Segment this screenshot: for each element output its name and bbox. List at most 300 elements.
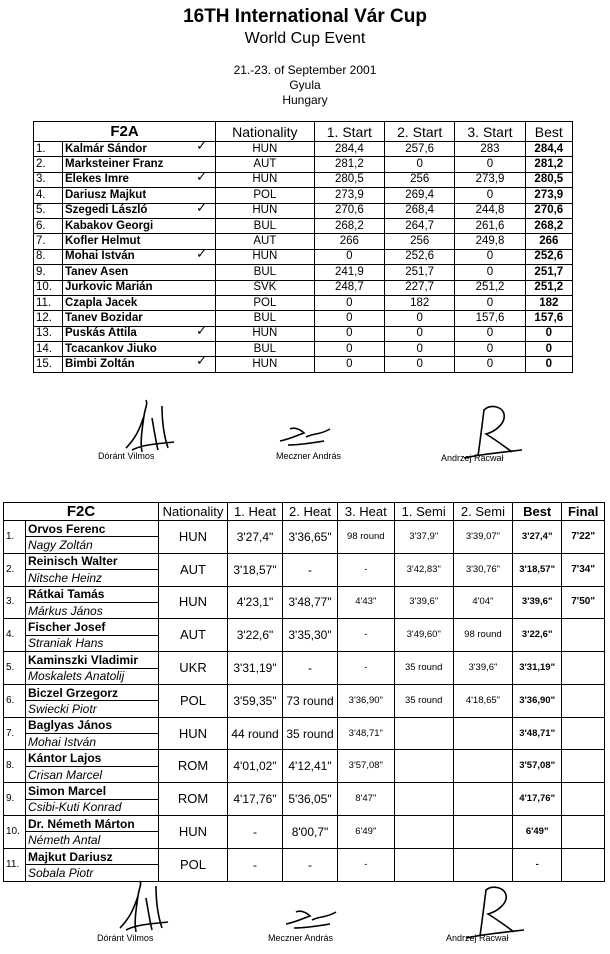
f2a-nationality: HUN <box>216 249 315 264</box>
f2a-competitor <box>63 234 216 249</box>
f2c-pilot: Kántor Lajos <box>26 750 159 766</box>
f2c-best: 4'17,76" <box>513 783 562 816</box>
f2c-semi1: 35 round <box>394 652 453 685</box>
f2a-start1: 0 <box>314 249 384 264</box>
f2c-pilot: Baglyas János <box>26 717 159 733</box>
f2a-start2: 182 <box>385 295 455 310</box>
f2c-heat1: 3'27,4" <box>228 521 283 554</box>
f2c-best: 3'39,6" <box>513 586 562 619</box>
f2a-nationality: POL <box>216 188 315 203</box>
check-mark-icon: ✓ <box>196 322 207 338</box>
f2c-heat1: 3'18,57" <box>228 553 283 586</box>
page-subtitle: World Cup Event <box>244 30 366 47</box>
f2a-best: 268,2 <box>525 218 572 233</box>
f2a-row <box>34 234 573 249</box>
signature-label-meczner-top: Meczner András <box>276 451 342 461</box>
f2c-helper: Sobala Piotr <box>26 865 159 881</box>
f2c-nationality: AUT <box>159 553 228 586</box>
f2a-best-header: Best <box>525 122 572 142</box>
f2c-final <box>562 783 605 816</box>
f2a-nationality: HUN <box>216 357 315 372</box>
f2c-heat3-header: 3. Heat <box>338 503 395 521</box>
f2c-nationality: AUT <box>159 619 228 652</box>
f2a-start2: 227,7 <box>385 280 455 295</box>
f2a-header-row <box>34 122 573 142</box>
f2a-nationality: HUN <box>216 203 315 218</box>
f2c-heat3: 3'48,71" <box>338 717 395 750</box>
f2a-competitor <box>63 157 216 172</box>
f2c-helper: Nitsche Heinz <box>26 570 159 586</box>
f2c-heat2: 4'12,41" <box>283 750 338 783</box>
f2c-header-row <box>4 503 605 521</box>
f2a-start3: 0 <box>455 265 525 280</box>
f2c-best: 3'57,08" <box>513 750 562 783</box>
f2c-pilot: Orvos Ferenc <box>26 521 159 537</box>
f2a-rank: 14. <box>34 342 63 357</box>
f2c-semi1: 3'37,9" <box>394 521 453 554</box>
f2c-heat3: 8'47" <box>338 783 395 816</box>
f2c-heat1: 3'31,19" <box>228 652 283 685</box>
f2c-best: 3'31,19" <box>513 652 562 685</box>
f2a-competitor-name: Tanev Asen <box>65 265 129 278</box>
f2a-rank: 3. <box>34 172 63 187</box>
f2c-semi1 <box>394 750 453 783</box>
f2a-best: 251,7 <box>525 265 572 280</box>
f2c-semi2 <box>453 717 512 750</box>
f2a-start3: 0 <box>455 249 525 264</box>
f2c-semi1 <box>394 783 453 816</box>
f2a-nationality: BUL <box>216 311 315 326</box>
f2a-best: 273,9 <box>525 188 572 203</box>
f2c-semi1 <box>394 816 453 849</box>
f2a-competitor-name: Czapla Jacek <box>65 296 138 309</box>
f2a-nationality: AUT <box>216 157 315 172</box>
f2a-row <box>34 280 573 295</box>
f2a-rank: 5. <box>34 203 63 218</box>
f2c-rank: 5. <box>4 652 26 685</box>
event-city: Gyula <box>289 78 321 92</box>
f2c-heat1: 4'23,1" <box>228 586 283 619</box>
signature-label-racwal-top: Andrzej Racwał <box>441 453 504 463</box>
f2a-row <box>34 142 573 157</box>
f2a-competitor-name: Bimbi Zoltán <box>65 358 135 371</box>
f2c-semi2: 3'39,07" <box>453 521 512 554</box>
f2c-heat1: - <box>228 816 283 849</box>
f2c-rank: 3. <box>4 586 26 619</box>
f2c-helper: Márkus János <box>26 602 159 618</box>
f2c-helper: Németh Antal <box>26 832 159 848</box>
f2a-nationality: SVK <box>216 280 315 295</box>
f2c-nationality: POL <box>159 848 228 881</box>
f2a-start2: 257,6 <box>385 142 455 157</box>
f2a-start1: 273,9 <box>314 188 384 203</box>
f2a-start3: 249,8 <box>455 234 525 249</box>
f2a-start2: 0 <box>385 357 455 372</box>
check-mark-icon: ✓ <box>196 138 207 153</box>
f2c-pilot: Biczel Grzegorz <box>26 684 159 700</box>
f2a-start3: 283 <box>455 142 525 157</box>
f2a-start3: 0 <box>455 157 525 172</box>
f2a-start2: 0 <box>385 311 455 326</box>
f2c-final <box>562 652 605 685</box>
f2a-nationality: HUN <box>216 172 315 187</box>
check-mark-icon: ✓ <box>196 168 207 184</box>
f2a-start3: 0 <box>455 357 525 372</box>
signature-label-dorant-top: Dóránt Vilmos <box>98 451 155 461</box>
f2c-helper: Csibi-Kuti Konrad <box>26 799 159 815</box>
f2c-semi2 <box>453 783 512 816</box>
f2a-rank: 13. <box>34 326 63 341</box>
f2c-final <box>562 619 605 652</box>
f2c-pilot: Rátkai Tamás <box>26 586 159 602</box>
f2a-rank: 11. <box>34 295 63 310</box>
f2c-final: 7'22" <box>562 521 605 554</box>
f2a-competitor-name: Mohai István <box>65 250 135 263</box>
f2c-semi2 <box>453 750 512 783</box>
f2a-start1: 281,2 <box>314 157 384 172</box>
f2a-start3: 0 <box>455 188 525 203</box>
f2a-start2: 256 <box>385 234 455 249</box>
f2c-rank: 1. <box>4 521 26 554</box>
f2c-heat1: 3'59,35" <box>228 684 283 717</box>
f2a-row <box>34 218 573 233</box>
f2c-semi2: 98 round <box>453 619 512 652</box>
f2c-heat1: 4'01,02" <box>228 750 283 783</box>
f2a-competitor <box>63 265 216 280</box>
f2a-rank: 12. <box>34 311 63 326</box>
f2a-competitor <box>63 322 216 341</box>
f2a-start3-header: 3. Start <box>455 122 525 142</box>
f2a-competitor <box>63 295 216 310</box>
f2c-best: 3'22,6" <box>513 619 562 652</box>
f2c-final <box>562 684 605 717</box>
f2a-start2: 0 <box>385 342 455 357</box>
signature-label-meczner-bottom: Meczner András <box>268 933 334 943</box>
f2a-start1: 284,4 <box>314 142 384 157</box>
f2c-heat2: - <box>283 652 338 685</box>
f2a-start3: 0 <box>455 295 525 310</box>
f2c-helper: Moskalets Anatolij <box>26 668 159 684</box>
f2c-semi1 <box>394 848 453 881</box>
f2a-row <box>34 203 573 218</box>
f2a-start2: 0 <box>385 157 455 172</box>
f2a-rank: 6. <box>34 218 63 233</box>
f2c-row <box>4 783 605 799</box>
f2a-results-table <box>33 121 573 373</box>
f2a-start2: 269,4 <box>385 188 455 203</box>
f2c-row <box>4 750 605 766</box>
f2c-semi1 <box>394 717 453 750</box>
f2a-rank: 8. <box>34 249 63 264</box>
f2a-start2: 252,6 <box>385 249 455 264</box>
f2c-nationality: ROM <box>159 750 228 783</box>
f2c-heat1-header: 1. Heat <box>228 503 283 521</box>
signature-racwal-bottom <box>458 884 528 940</box>
f2c-heat1: 4'17,76" <box>228 783 283 816</box>
signature-dorant-top <box>118 398 178 456</box>
f2c-nationality: HUN <box>159 717 228 750</box>
f2a-category-header: F2A <box>34 122 216 142</box>
f2a-start3: 261,6 <box>455 218 525 233</box>
f2c-helper: Swiecki Piotr <box>26 701 159 717</box>
f2a-row <box>34 157 573 172</box>
f2c-heat2: 35 round <box>283 717 338 750</box>
f2c-semi1: 3'49,60" <box>394 619 453 652</box>
f2a-start1: 0 <box>314 295 384 310</box>
f2c-row <box>4 521 605 537</box>
f2c-best: 6'49" <box>513 816 562 849</box>
f2a-rank: 15. <box>34 357 63 372</box>
f2c-best-header: Best <box>513 503 562 521</box>
f2c-helper: Nagy Zoltán <box>26 537 159 553</box>
f2c-row <box>4 619 605 635</box>
f2a-start1: 0 <box>314 342 384 357</box>
f2a-competitor <box>63 245 216 264</box>
f2c-heat2: 73 round <box>283 684 338 717</box>
f2a-competitor <box>63 138 216 157</box>
f2a-best: 157,6 <box>525 311 572 326</box>
f2a-best: 284,4 <box>525 142 572 157</box>
f2a-competitor-name: Kabakov Georgi <box>65 219 154 232</box>
f2a-start1: 241,9 <box>314 265 384 280</box>
f2c-heat3: - <box>338 652 395 685</box>
f2a-competitor-name: Tcacankov Jiuko <box>65 342 157 355</box>
f2a-start2: 256 <box>385 172 455 187</box>
f2a-start3: 157,6 <box>455 311 525 326</box>
f2c-semi1: 3'42,83" <box>394 553 453 586</box>
f2c-heat2: 3'48,77" <box>283 586 338 619</box>
f2a-start2: 264,7 <box>385 218 455 233</box>
f2a-competitor-name: Tanev Bozidar <box>65 311 143 324</box>
check-mark-icon: ✓ <box>196 245 207 261</box>
f2a-competitor-name: Marksteiner Franz <box>65 158 164 171</box>
f2a-best: 281,2 <box>525 157 572 172</box>
f2a-nationality: HUN <box>216 326 315 341</box>
f2c-pilot: Majkut Dariusz <box>26 848 159 864</box>
f2c-best: - <box>513 848 562 881</box>
f2c-rank: 6. <box>4 684 26 717</box>
f2a-nationality-header: Nationality <box>216 122 315 142</box>
f2c-nationality: HUN <box>159 816 228 849</box>
f2a-best: 280,5 <box>525 172 572 187</box>
f2a-rank: 9. <box>34 265 63 280</box>
f2a-start1: 280,5 <box>314 172 384 187</box>
event-dates: 21.-23. of September 2001 <box>233 63 377 77</box>
f2c-pilot: Kaminszki Vladimir <box>26 652 159 668</box>
f2a-start1: 248,7 <box>314 280 384 295</box>
f2a-row <box>34 357 573 372</box>
f2a-start3: 244,8 <box>455 203 525 218</box>
f2a-competitor <box>63 168 216 187</box>
f2c-rank: 2. <box>4 553 26 586</box>
f2c-pilot: Reinisch Walter <box>26 553 159 569</box>
f2c-heat3: - <box>338 553 395 586</box>
signature-meczner-bottom <box>278 900 344 936</box>
f2c-semi2: 4'18,65" <box>453 684 512 717</box>
f2a-row <box>34 326 573 341</box>
f2a-row <box>34 295 573 310</box>
f2c-pilot: Fischer Josef <box>26 619 159 635</box>
f2a-row <box>34 342 573 357</box>
f2a-row <box>34 265 573 280</box>
f2c-rank: 8. <box>4 750 26 783</box>
f2a-competitor-name: Elekes Imre <box>65 173 129 186</box>
f2a-start2-header: 2. Start <box>385 122 455 142</box>
f2c-final: 7'50" <box>562 586 605 619</box>
f2a-nationality: BUL <box>216 342 315 357</box>
f2c-results-table <box>3 502 605 882</box>
f2c-nationality: ROM <box>159 783 228 816</box>
f2c-best: 3'48,71" <box>513 717 562 750</box>
f2c-nationality: HUN <box>159 521 228 554</box>
signature-meczner-top <box>272 415 338 455</box>
f2c-heat2: 5'36,05" <box>283 783 338 816</box>
f2a-start1: 0 <box>314 357 384 372</box>
f2a-best: 252,6 <box>525 249 572 264</box>
f2c-semi2 <box>453 816 512 849</box>
f2c-helper: Crisan Marcel <box>26 766 159 782</box>
f2a-competitor <box>63 218 216 233</box>
f2a-start3: 0 <box>455 342 525 357</box>
f2c-heat2: - <box>283 553 338 586</box>
f2a-best: 0 <box>525 357 572 372</box>
f2a-nationality: POL <box>216 295 315 310</box>
check-mark-icon: ✓ <box>196 199 207 215</box>
f2a-best: 0 <box>525 326 572 341</box>
f2c-heat2: 8'00,7" <box>283 816 338 849</box>
f2c-final <box>562 717 605 750</box>
f2a-rank: 4. <box>34 188 63 203</box>
f2a-best: 266 <box>525 234 572 249</box>
f2c-final-header: Final <box>562 503 605 521</box>
f2a-nationality: BUL <box>216 265 315 280</box>
f2a-rank: 7. <box>34 234 63 249</box>
f2c-heat2: 3'36,65" <box>283 521 338 554</box>
f2c-semi2: 4'04" <box>453 586 512 619</box>
f2c-heat3: 98 round <box>338 521 395 554</box>
f2c-semi1: 3'39,6" <box>394 586 453 619</box>
f2c-best: 3'18,57" <box>513 553 562 586</box>
f2a-competitor <box>63 342 216 357</box>
f2c-rank: 7. <box>4 717 26 750</box>
f2a-start3: 251,2 <box>455 280 525 295</box>
f2a-competitor-name: Jurkovic Marián <box>65 281 153 294</box>
f2c-helper: Straniak Hans <box>26 635 159 651</box>
f2a-competitor <box>63 353 216 372</box>
f2a-best: 251,2 <box>525 280 572 295</box>
f2c-nationality: UKR <box>159 652 228 685</box>
f2c-heat3: 3'57,08" <box>338 750 395 783</box>
f2a-rank: 1. <box>34 142 63 157</box>
f2c-final <box>562 848 605 881</box>
event-country: Hungary <box>282 93 328 107</box>
f2a-start2: 251,7 <box>385 265 455 280</box>
f2a-start2: 268,4 <box>385 203 455 218</box>
f2c-row <box>4 553 605 569</box>
f2c-heat1: - <box>228 848 283 881</box>
f2c-heat1: 3'22,6" <box>228 619 283 652</box>
f2c-final: 7'34" <box>562 553 605 586</box>
f2c-semi2: 3'39,6" <box>453 652 512 685</box>
f2a-start1: 0 <box>314 311 384 326</box>
f2c-rank: 11. <box>4 848 26 881</box>
f2a-competitor <box>63 188 216 203</box>
f2c-semi1: 35 round <box>394 684 453 717</box>
f2a-start1-header: 1. Start <box>314 122 384 142</box>
f2c-rank: 10. <box>4 816 26 849</box>
f2a-start2: 0 <box>385 326 455 341</box>
f2c-best: 3'36,90" <box>513 684 562 717</box>
signature-dorant-bottom <box>112 880 172 936</box>
f2a-best: 0 <box>525 342 572 357</box>
f2c-row <box>4 652 605 668</box>
f2c-heat1: 44 round <box>228 717 283 750</box>
f2a-start3: 0 <box>455 326 525 341</box>
f2a-best: 182 <box>525 295 572 310</box>
f2c-semi2 <box>453 848 512 881</box>
page-title: 16TH International Vár Cup <box>183 6 427 27</box>
signature-label-dorant-bottom: Dóránt Vilmos <box>97 933 154 943</box>
f2c-semi2-header: 2. Semi <box>453 503 512 521</box>
f2a-start1: 0 <box>314 326 384 341</box>
f2c-heat3: - <box>338 848 395 881</box>
f2c-category-header: F2C <box>4 503 159 521</box>
f2c-final <box>562 816 605 849</box>
f2c-heat3: 3'36,90" <box>338 684 395 717</box>
f2a-row <box>34 249 573 264</box>
f2c-row <box>4 848 605 864</box>
f2a-competitor-name: Dariusz Majkut <box>65 188 147 201</box>
f2a-row <box>34 172 573 187</box>
f2c-heat3: 4'43" <box>338 586 395 619</box>
f2c-final <box>562 750 605 783</box>
f2a-start3: 273,9 <box>455 172 525 187</box>
f2a-start1: 266 <box>314 234 384 249</box>
f2c-row <box>4 684 605 700</box>
f2a-start1: 270,6 <box>314 203 384 218</box>
f2c-row <box>4 586 605 602</box>
f2a-competitor-name: Puskás Attila <box>65 327 137 340</box>
f2c-row <box>4 816 605 832</box>
f2a-row <box>34 311 573 326</box>
f2c-pilot: Simon Marcel <box>26 783 159 799</box>
f2c-heat2: 3'35,30" <box>283 619 338 652</box>
f2c-helper: Mohai István <box>26 734 159 750</box>
f2a-nationality: BUL <box>216 218 315 233</box>
f2c-semi1-header: 1. Semi <box>394 503 453 521</box>
f2a-nationality: HUN <box>216 142 315 157</box>
f2c-semi2: 3'30,76" <box>453 553 512 586</box>
f2a-competitor <box>63 199 216 218</box>
f2c-best: 3'27,4" <box>513 521 562 554</box>
f2c-row <box>4 717 605 733</box>
f2a-start1: 268,2 <box>314 218 384 233</box>
f2a-rank: 10. <box>34 280 63 295</box>
signature-label-racwal-bottom: Andrzej Racwał <box>446 933 509 943</box>
f2a-competitor-name: Kofler Helmut <box>65 235 141 248</box>
f2c-heat2: - <box>283 848 338 881</box>
f2c-rank: 4. <box>4 619 26 652</box>
f2c-rank: 9. <box>4 783 26 816</box>
f2c-heat3: 6'49" <box>338 816 395 849</box>
f2c-pilot: Dr. Németh Márton <box>26 816 159 832</box>
f2c-heat2-header: 2. Heat <box>283 503 338 521</box>
f2a-row <box>34 188 573 203</box>
f2c-heat3: - <box>338 619 395 652</box>
f2c-nationality: POL <box>159 684 228 717</box>
f2a-competitor-name: Szegedi László <box>65 204 148 217</box>
f2a-competitor <box>63 280 216 295</box>
